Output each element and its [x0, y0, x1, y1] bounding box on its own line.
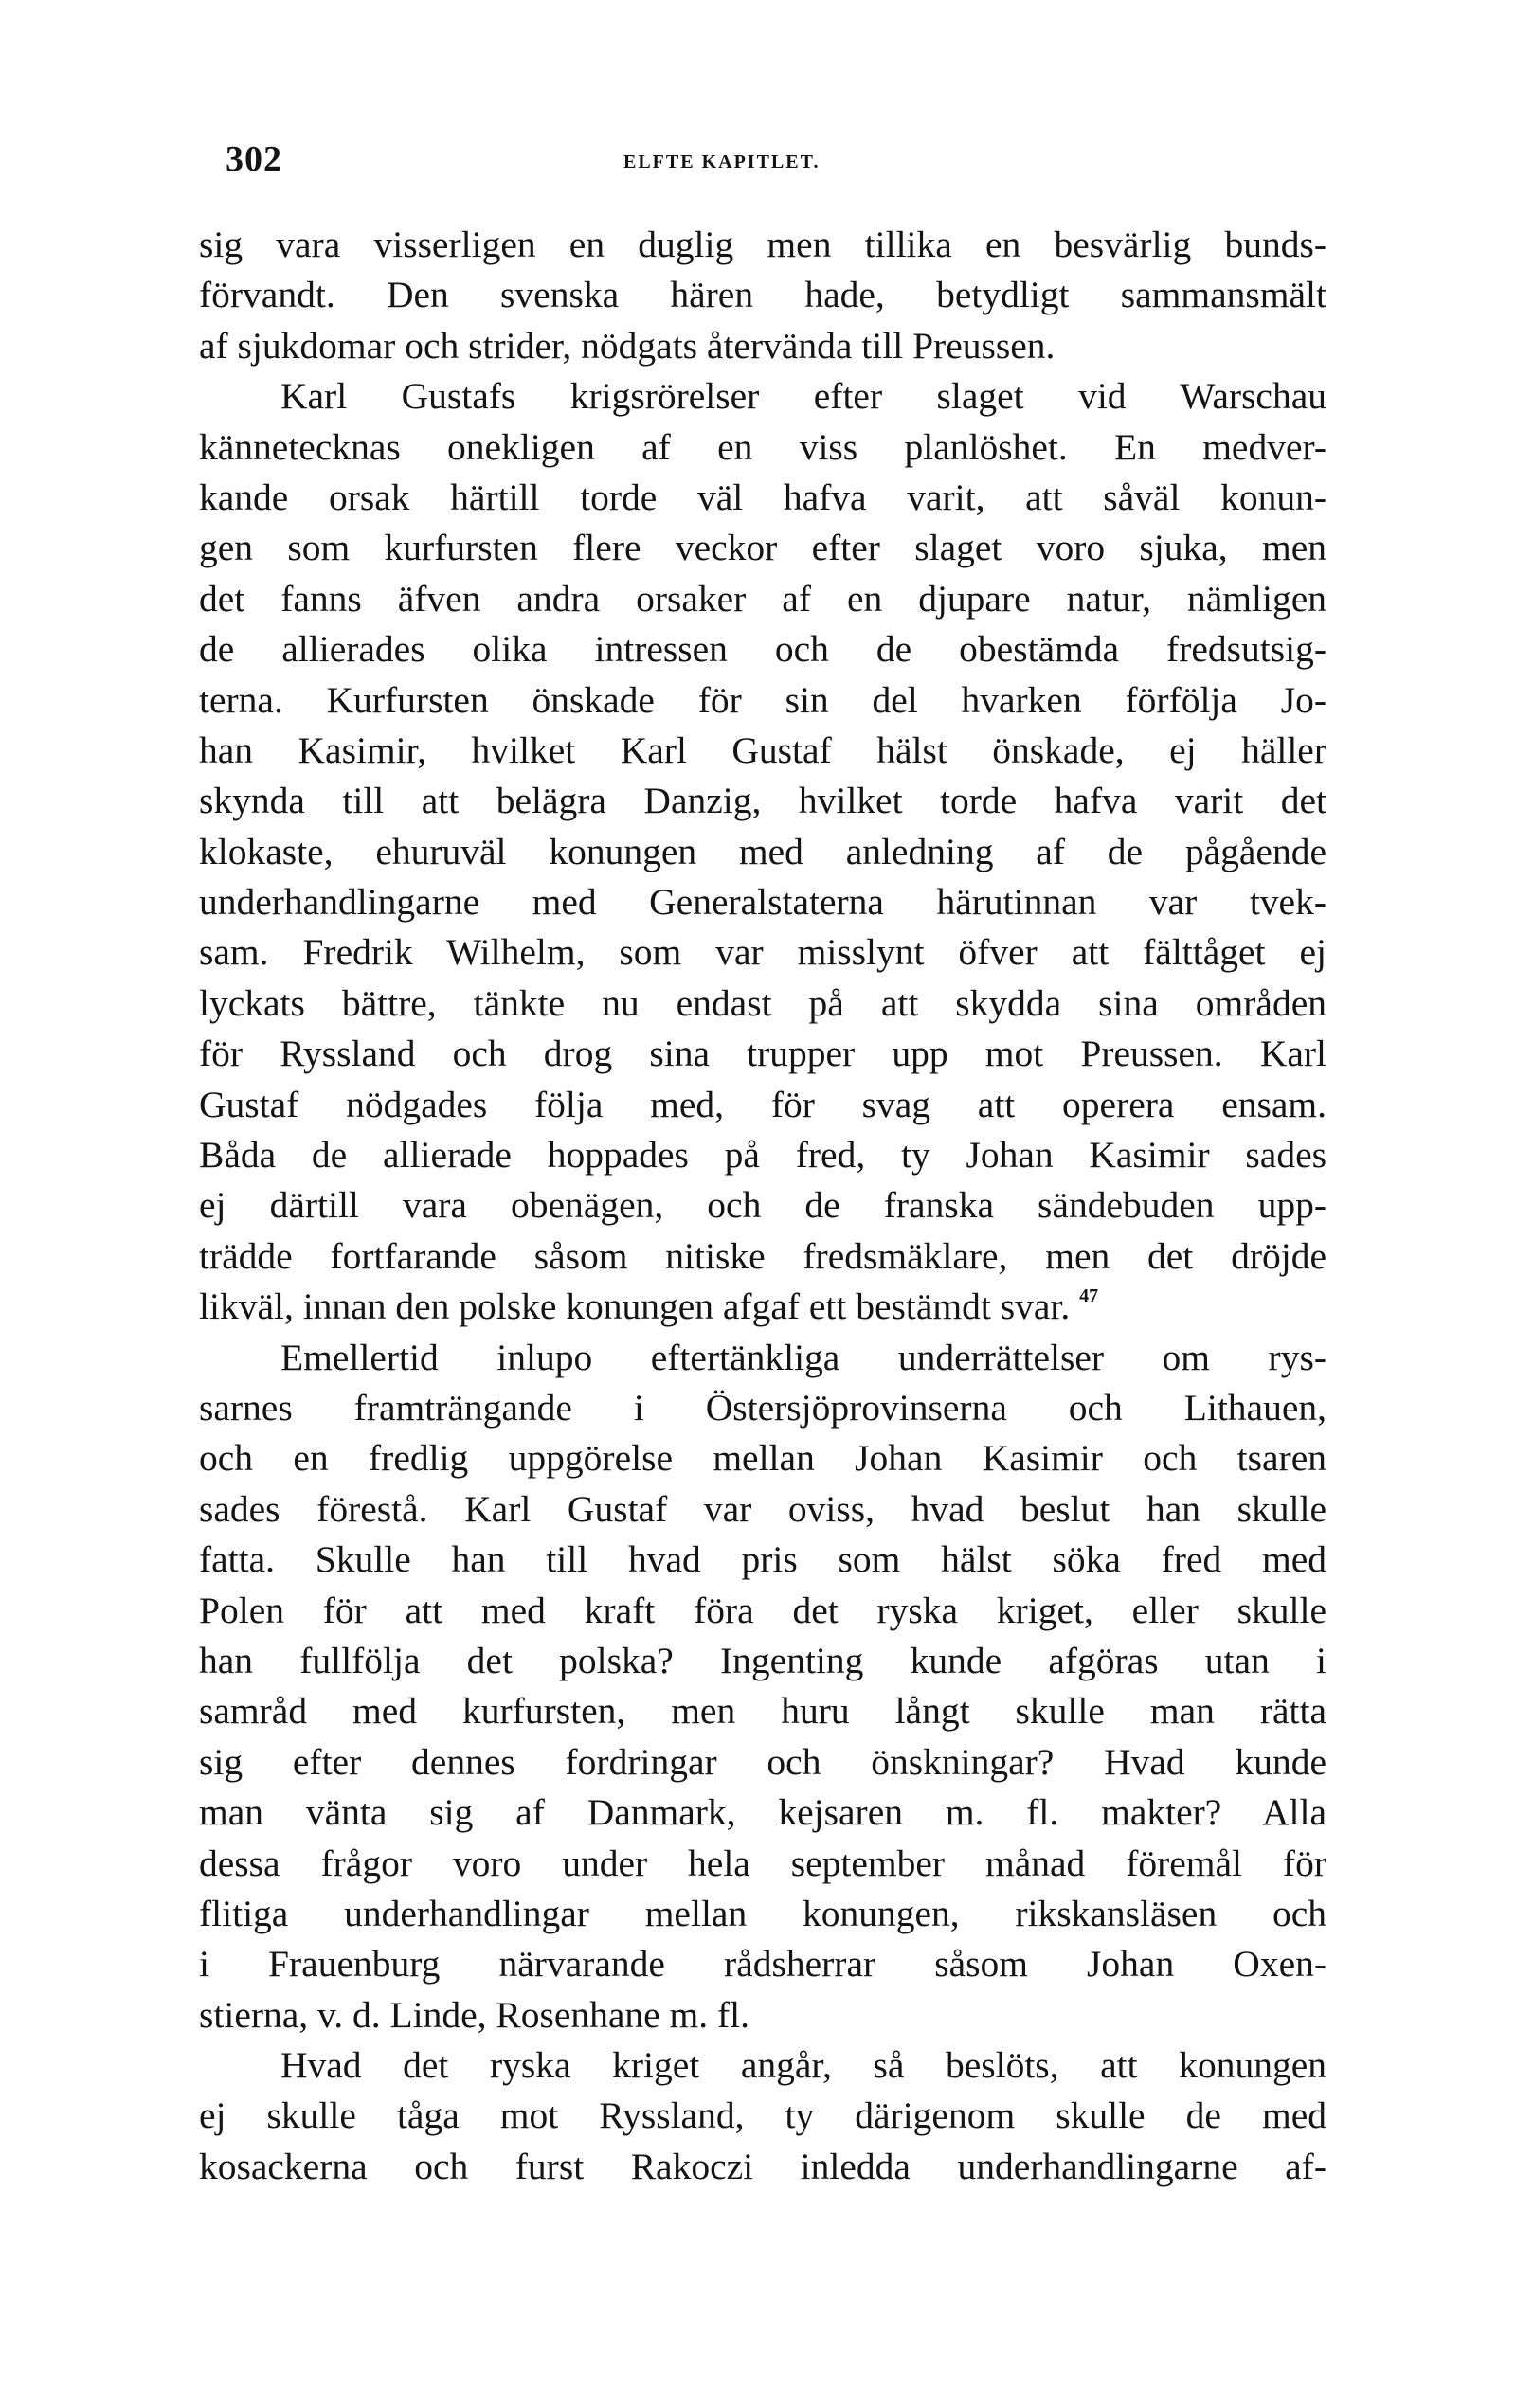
- text-line: Båda de allierade hoppades på fred, ty Johan Kasimir sades: [199, 1134, 1326, 1177]
- text-line: kosackerna och furst Rakoczi inledda underhandlingarne af-: [199, 2145, 1326, 2187]
- text-line: han Kasimir, hvilket Karl Gustaf hälst önskade, ej häller: [199, 728, 1326, 771]
- chapter-title: ELFTE KAPITLET.: [623, 152, 821, 172]
- text-line: ej skulle tåga mot Ryssland, ty därigenom skulle de med: [199, 2094, 1326, 2137]
- paragraph-start-line: Emellertid inlupo eftertänkliga underrättelser om rys-: [280, 1336, 1326, 1378]
- text-line: det fanns äfven andra orsaker af en djupare natur, nämligen: [199, 577, 1326, 620]
- text-line: och en fredlig uppgörelse mellan Johan Kasimir och tsaren: [199, 1437, 1326, 1480]
- text-line: stierna, v. d. Linde, Rosenhane m. fl.: [199, 1993, 750, 2036]
- footnote-reference: 47: [1079, 1285, 1099, 1307]
- text-line: ej därtill vara obenägen, och de franska sändebuden upp-: [199, 1184, 1326, 1227]
- text-line: terna. Kurfursten önskade för sin del hvarken förfölja Jo-: [199, 678, 1326, 721]
- text-line: sig vara visserligen en duglig men tillika en besvärlig bunds-: [199, 224, 1326, 265]
- text-line: likväl, innan den polske konungen afgaf ett bestämdt svar.: [199, 1285, 1071, 1328]
- text-line: samråd med kurfursten, men huru långt skulle man rätta: [199, 1690, 1326, 1733]
- text-line: trädde fortfarande såsom nitiske fredsmäklare, men det dröjde: [199, 1234, 1326, 1277]
- text-line: för Ryssland och drog sina trupper upp mot Preussen. Karl: [199, 1033, 1326, 1075]
- text-line: Gustaf nödgades följa med, för svag att operera ensam.: [199, 1083, 1326, 1125]
- text-line-with-footnote: [199, 1282, 1326, 1332]
- text-line: de allierades olika intressen och de obestämda fredsutsig-: [199, 628, 1326, 671]
- text-line: fatta. Skulle han till hvad pris som hälst söka fred med: [199, 1538, 1326, 1581]
- text-line: sarnes framträngande i Östersjöprovinserna och Lithauen,: [199, 1386, 1326, 1429]
- text-line: man vänta sig af Danmark, kejsaren m. fl. makter? Alla: [199, 1791, 1326, 1834]
- text-line: klokaste, ehuruväl konungen med anledning af de pågående: [199, 830, 1326, 872]
- text-line: sades förestå. Karl Gustaf var oviss, hvad beslut han skulle: [199, 1487, 1326, 1530]
- text-line: flitiga underhandlingar mellan konungen, rikskansläsen och: [199, 1892, 1326, 1934]
- text-line: dessa frågor voro under hela september månad föremål för: [199, 1842, 1326, 1884]
- text-line: af sjukdomar och strider, nödgats återvända till Preussen.: [199, 324, 1056, 367]
- text-line: lyckats bättre, tänkte nu endast på att skydda sina områden: [199, 981, 1326, 1024]
- page-number: 302: [226, 139, 282, 179]
- text-line: gen som kurfursten flere veckor efter slaget voro sjuka, men: [199, 527, 1326, 569]
- paragraph-start-line: Hvad det ryska kriget angår, så beslöts, att konungen: [280, 2044, 1326, 2087]
- text-line: skynda till att belägra Danzig, hvilket torde hafva varit det: [199, 780, 1326, 822]
- running-head: [226, 138, 1328, 179]
- text-line: kande orsak härtill torde väl hafva varit, att såväl konun-: [199, 476, 1326, 518]
- text-line: förvandt. Den svenska hären hade, betydligt sammansmält: [199, 274, 1326, 316]
- text-line: Polen för att med kraft föra det ryska kriget, eller skulle: [199, 1589, 1326, 1631]
- body-text: [199, 220, 1326, 2192]
- paragraph-start-line: Karl Gustafs krigsrörelser efter slaget vid Warschau: [280, 375, 1326, 418]
- text-line: i Frauenburg närvarande rådsherrar såsom Johan Oxen-: [199, 1943, 1326, 1986]
- text-line: sam. Fredrik Wilhelm, som var misslynt öfver att fälttåget ej: [199, 931, 1326, 974]
- text-line: sig efter dennes fordringar och önskningar? Hvad kunde: [199, 1740, 1326, 1783]
- text-line: han fullfölja det polska? Ingenting kunde afgöras utan i: [199, 1639, 1326, 1681]
- text-line: kännetecknas onekligen af en viss planlöshet. En medver-: [199, 425, 1326, 468]
- text-line: underhandlingarne med Generalstaterna härutinnan var tvek-: [199, 881, 1326, 924]
